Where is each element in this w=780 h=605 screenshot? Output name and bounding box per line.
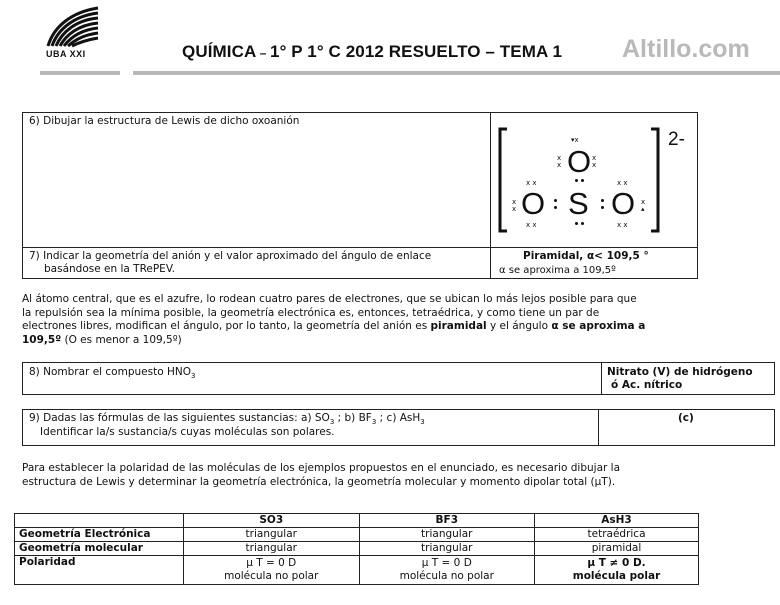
table-cell: μ T ≠ 0 D. molécula polar	[535, 556, 699, 585]
table-cell: μ T = 0 D molécula no polar	[184, 556, 360, 585]
table-row-label: Geometría Electrónica	[15, 528, 184, 542]
table-header-row	[15, 514, 699, 528]
q7-answer-line1: Piramidal, α< 109,5 °	[523, 250, 649, 262]
comparison-table	[14, 513, 699, 585]
q9-prompt-line2: Identificar la/s sustancia/s cuyas moléculas son polares.	[40, 426, 335, 438]
atom-oxygen-right: O	[611, 186, 636, 221]
table-row-polarity	[15, 556, 699, 585]
atom-oxygen-left: O	[521, 186, 546, 221]
q8-divider	[601, 362, 602, 395]
header-divider-right	[133, 71, 780, 75]
q6-q7-divider-horizontal	[22, 247, 698, 248]
brand-watermark: Altillo.com	[622, 35, 750, 63]
table-header-cell: BF3	[359, 514, 535, 528]
table-cell: μ T = 0 D molécula no polar	[359, 556, 535, 585]
q9-prompt-line1: 9) Dadas las fórmulas de las siguientes sustancias: a) $SO_3$ ; b) $BF_3$ ; c) AsH$_3$	[29, 412, 425, 427]
table-cell: triangular	[184, 542, 360, 556]
table-row-label: Geometría molecular	[15, 542, 184, 556]
table-row	[15, 528, 699, 542]
table-cell: triangular	[359, 528, 535, 542]
table-cell: triangular	[184, 528, 360, 542]
ion-charge: 2-	[668, 129, 685, 150]
q8-prompt: 8) Nombrar el compuesto $HNO_3$	[29, 366, 196, 381]
table-header-cell	[15, 514, 184, 528]
table-header-cell: AsH3	[535, 514, 699, 528]
lewis-bracket-right	[649, 127, 661, 233]
atom-sulfur-center: S	[568, 186, 589, 221]
explanation-paragraph-2: Para establecer la polaridad de las moléculas de los ejemplos propuestos en el enunciado, es necesario dibujar la estructura de Lewis y determinar la geometría electrónica, la geometría molecular y momento dipolar total (μT).	[22, 462, 621, 488]
q8-answer-line2: ó Ac. nítrico	[611, 379, 683, 391]
q9-divider	[598, 409, 599, 446]
explanation-paragraph-1: Al átomo central, que es el azufre, lo rodean cuatro pares de electrones, que se ubican lo más lejos posible para que la repulsión sea la mínima posible, la geometría electrónica es, entonces, tetraédrica, y como tiene un par de electrones libres, modifican el ángulo, por lo tanto, la geometría del anión es piramidal y el ángulo α se aproxima a 109,5º (O es menor a 109,5º)	[22, 293, 646, 346]
uba-logo-icon	[44, 6, 102, 48]
atom-oxygen-top: O	[567, 144, 592, 179]
q7-answer-line2: α se aproxima a 109,5º	[499, 265, 616, 276]
lewis-structure: 2- O O S O ▾x x x x x x x x x x x x x x ▴ x x	[491, 113, 697, 247]
q6-prompt: 6) Dibujar la estructura de Lewis de dicho oxoanión	[29, 115, 300, 127]
q7-prompt-line1: 7) Indicar la geometría del anión y el valor aproximado del ángulo de enlace	[29, 250, 432, 262]
page-title: QUÍMICA – 1° P 1° C 2012 RESUELTO – TEMA 1	[182, 42, 563, 61]
table-cell: triangular	[359, 542, 535, 556]
header-divider-left	[40, 71, 120, 75]
logo-text: UBA XXI	[46, 49, 86, 59]
table-cell: tetraédrica	[535, 528, 699, 542]
lewis-bracket-left	[497, 127, 509, 233]
table-header-cell: SO3	[184, 514, 360, 528]
table-row-label: Polaridad	[15, 556, 184, 585]
q9-answer: (c)	[678, 412, 694, 424]
q7-prompt-line2: basándose en la TRePEV.	[44, 263, 175, 275]
table-row	[15, 542, 699, 556]
q8-answer-line1: Nitrato (V) de hidrógeno	[607, 366, 753, 378]
table-cell: piramidal	[535, 542, 699, 556]
